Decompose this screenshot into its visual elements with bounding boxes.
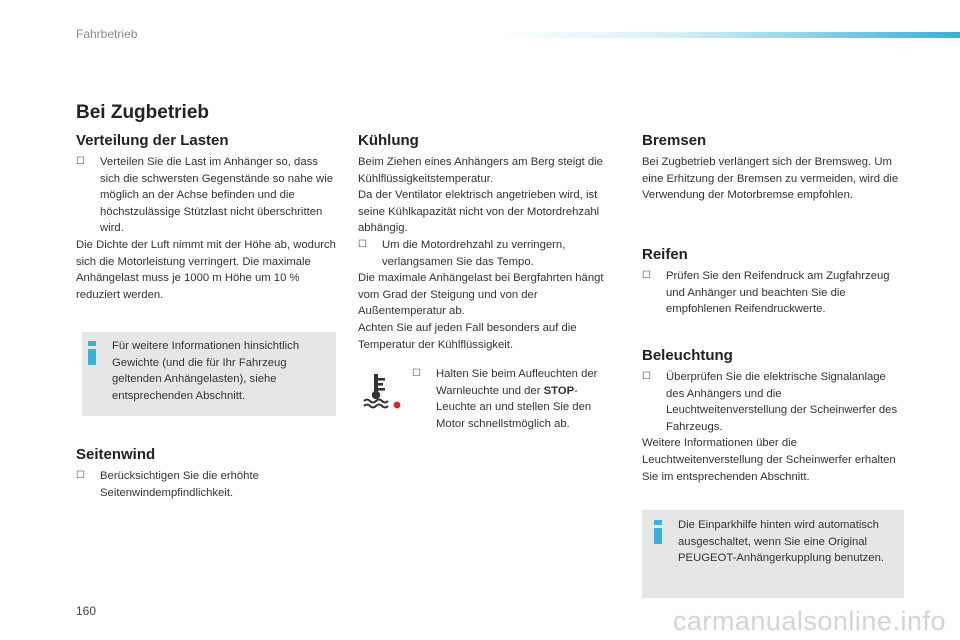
warning-text (412, 366, 618, 432)
bullet-checkbox-icon: ☐ (642, 371, 651, 382)
cooling-p1: Beim Ziehen eines Anhängers am Berg steigt die Kühlflüssigkeitstemperatur. (358, 156, 603, 185)
section-label: Fahrbetrieb (76, 27, 138, 41)
tyres-text (642, 268, 904, 318)
crosswind-bullet-text: Berücksichtigen Sie die erhöhte Seitenwindempfindlichkeit. (100, 470, 259, 499)
bullet-checkbox-icon: ☐ (412, 368, 421, 379)
air-density-paragraph: Die Dichte der Luft nimmt mit der Höhe ab, wodurch sich die Motorleistung verringert. Die maximale Anhängelast muss je 1000 m Höhe um 10 % reduziert werden. (76, 238, 336, 301)
load-bullet (76, 154, 336, 237)
page-title: Bei Zugbetrieb (76, 102, 210, 123)
cooling-p3: Die maximale Anhängelast bei Bergfahrten hängt vom Grad der Steigung und von der Außentemperatur ab. (358, 272, 604, 318)
heading-lighting: Beleuchtung (642, 347, 733, 364)
cooling-bullet (358, 237, 616, 270)
load-bullet-text: Verteilen Sie die Last im Anhänger so, dass sich die schwersten Gegenstände so nahe wie möglich an der Achse befinden und die höchstzulässige Stützlast nicht überschritten wird. (100, 156, 333, 235)
crosswind-bullet (76, 468, 326, 501)
header-accent-bar (494, 32, 960, 38)
cooling-text (358, 154, 616, 353)
warning-text-pre: Halten Sie beim Aufleuchten der Warnleuchte und der (436, 368, 598, 397)
heading-tyres: Reifen (642, 246, 688, 263)
bullet-checkbox-icon: ☐ (642, 270, 651, 281)
cooling-p2: Da der Ventilator elektrisch angetrieben wird, ist seine Kühlkapazität nicht von der Motordrehzahl abhängig. (358, 189, 600, 235)
info-text-weights: Für weitere Informationen hinsichtlich Gewichte (und die für Ihr Fahrzeug geltenden Anhängelasten), siehe entsprechenden Abschnitt. (112, 340, 300, 402)
warning-bullet (412, 366, 618, 432)
lighting-paragraph: Weitere Informationen über die Leuchtweitenverstellung der Scheinwerfer erhalten Sie im entsprechenden Abschnitt. (642, 437, 896, 483)
cooling-p4: Achten Sie auf jeden Fall besonders auf die Temperatur der Kühlflüssigkeit. (358, 321, 577, 351)
heading-cooling: Kühlung (358, 132, 419, 149)
info-text-parking: Die Einparkhilfe hinten wird automatisch ausgeschaltet, wenn Sie eine Original PEUGEOT-Anhängerkupplung benutzen. (678, 519, 884, 565)
warning-text-stop: STOP (543, 384, 575, 397)
brakes-text (642, 154, 904, 204)
bullet-checkbox-icon: ☐ (358, 238, 367, 250)
info-box-parking (642, 510, 904, 598)
lighting-bullet-text: Überprüfen Sie die elektrische Signalanlage des Anhängers und die Leuchtweitenverstellung der Scheinwerfer des Fahrzeugs. (666, 371, 898, 433)
tyres-bullet-text: Prüfen Sie den Reifendruck am Zugfahrzeug und Anhänger und beachten Sie die empfohlenen Reifendruckwerte. (666, 270, 890, 316)
tyres-bullet (642, 268, 904, 318)
load-distribution-text (76, 154, 336, 303)
coolant-temperature-warning-icon (362, 370, 402, 410)
info-box-weights (82, 332, 336, 416)
heading-load-distribution: Verteilung der Lasten (76, 132, 229, 149)
cooling-bullet-text: Um die Motordrehzahl zu verringern, verlangsamen Sie das Tempo. (382, 238, 566, 268)
heading-brakes: Bremsen (642, 132, 707, 149)
watermark: carmanualsonline.info (672, 606, 946, 636)
page-number: 160 (76, 604, 97, 618)
bullet-checkbox-icon: ☐ (76, 156, 85, 167)
heading-crosswind: Seitenwind (76, 446, 156, 463)
warning-text-post: -Leuchte an und stellen Sie den Motor schnellstmöglich ab. (436, 384, 592, 430)
lighting-text (642, 369, 904, 485)
bullet-checkbox-icon: ☐ (76, 470, 85, 481)
crosswind-text (76, 468, 326, 501)
brakes-paragraph: Bei Zugbetrieb verlängert sich der Bremsweg. Um eine Erhitzung der Bremsen zu vermeiden, wird die Verwendung der Motorbremse empfohlen. (642, 156, 899, 202)
lighting-bullet (642, 369, 904, 435)
